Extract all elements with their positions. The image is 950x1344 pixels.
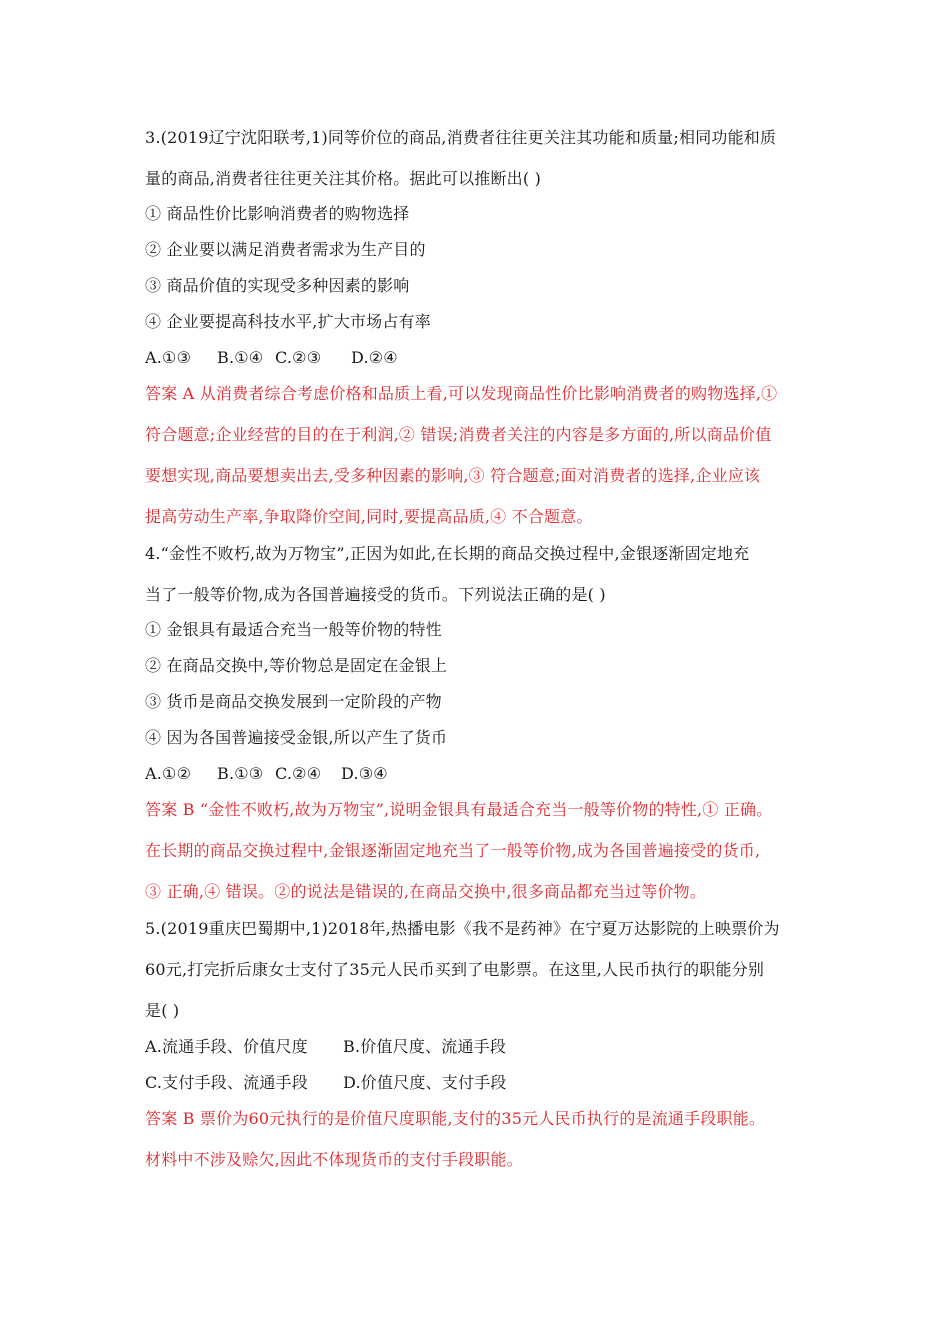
q3-option-d: D.②④	[351, 348, 398, 367]
q4-stem-line-2: 当了一般等价物,成为各国普遍接受的货币。下列说法正确的是( )	[145, 585, 606, 604]
q4-item-4: ④ 因为各国普遍接受金银,所以产生了货币	[145, 728, 448, 747]
q3-answer-line-2: 符合题意;企业经营的目的在于利润,② 错误;消费者关注的内容是多方面的,所以商品价值	[145, 425, 772, 444]
q3-option-a: A.①③	[145, 348, 192, 367]
q3-options	[145, 347, 825, 369]
q4-answer-line-2: 在长期的商品交换过程中,金银逐渐固定地充当了一般等价物,成为各国普遍接受的货币,	[145, 841, 761, 860]
q4-answer-line-3: ③ 正确,④ 错误。②的说法是错误的,在商品交换中,很多商品都充当过等价物。	[145, 882, 707, 901]
q3-answer-line-4: 提高劳动生产率,争取降价空间,同时,要提高品质,④ 不合题意。	[145, 507, 593, 526]
q3-option-b: B.①④	[217, 348, 264, 367]
q3-stem-line-2: 量的商品,消费者往往更关注其价格。据此可以推断出( )	[145, 169, 542, 188]
q5-option-d: D.价值尺度、支付手段	[343, 1073, 507, 1092]
q3-item-1: ① 商品性价比影响消费者的购物选择	[145, 204, 410, 223]
q4-stem-line-1: 4.“金性不败朽,故为万物宝”,正因为如此,在长期的商品交换过程中,金银逐渐固定地充	[145, 544, 750, 563]
q3-answer-line-1: 答案 A 从消费者综合考虑价格和品质上看,可以发现商品性价比影响消费者的购物选择,①	[145, 384, 778, 403]
q4-answer-line-1: 答案 B “金性不败朽,故为万物宝”,说明金银具有最适合充当一般等价物的特性,① 正确。	[145, 800, 773, 819]
q5-answer-line-1: 答案 B 票价为60元执行的是价值尺度职能,支付的35元人民币执行的是流通手段职能。	[145, 1109, 766, 1128]
q5-stem-line-1: 5.(2019重庆巴蜀期中,1)2018年,热播电影《我不是药神》在宁夏万达影院的上映票价为	[145, 919, 780, 938]
q4-option-c: C.②④	[275, 764, 322, 783]
q5-options-row-2	[145, 1072, 825, 1094]
q5-option-b: B.价值尺度、流通手段	[343, 1037, 507, 1056]
q5-option-c: C.支付手段、流通手段	[145, 1073, 308, 1092]
q4-item-1: ① 金银具有最适合充当一般等价物的特性	[145, 620, 442, 639]
q5-option-a: A.流通手段、价值尺度	[145, 1037, 308, 1056]
q3-stem-line-1: 3.(2019辽宁沈阳联考,1)同等价位的商品,消费者往往更关注其功能和质量;相同功能和质	[145, 128, 777, 147]
q3-item-3: ③ 商品价值的实现受多种因素的影响	[145, 276, 410, 295]
q3-answer-line-3: 要想实现,商品要想卖出去,受多种因素的影响,③ 符合题意;面对消费者的选择,企业应该	[145, 466, 761, 485]
q5-answer-line-2: 材料中不涉及赊欠,因此不体现货币的支付手段职能。	[145, 1150, 523, 1169]
q4-options	[145, 763, 825, 785]
q4-option-a: A.①②	[145, 764, 192, 783]
q5-options-row-1	[145, 1036, 825, 1058]
q4-option-b: B.①③	[217, 764, 264, 783]
q4-option-d: D.③④	[341, 764, 388, 783]
q3-item-2: ② 企业要以满足消费者需求为生产目的	[145, 240, 426, 259]
q5-stem-line-3: 是( )	[145, 1001, 180, 1020]
q4-item-2: ② 在商品交换中,等价物总是固定在金银上	[145, 656, 448, 675]
q4-item-3: ③ 货币是商品交换发展到一定阶段的产物	[145, 692, 442, 711]
q3-option-c: C.②③	[275, 348, 322, 367]
q3-item-4: ④ 企业要提高科技水平,扩大市场占有率	[145, 312, 431, 331]
q5-stem-line-2: 60元,打完折后康女士支付了35元人民币买到了电影票。在这里,人民币执行的职能分别	[145, 960, 765, 979]
